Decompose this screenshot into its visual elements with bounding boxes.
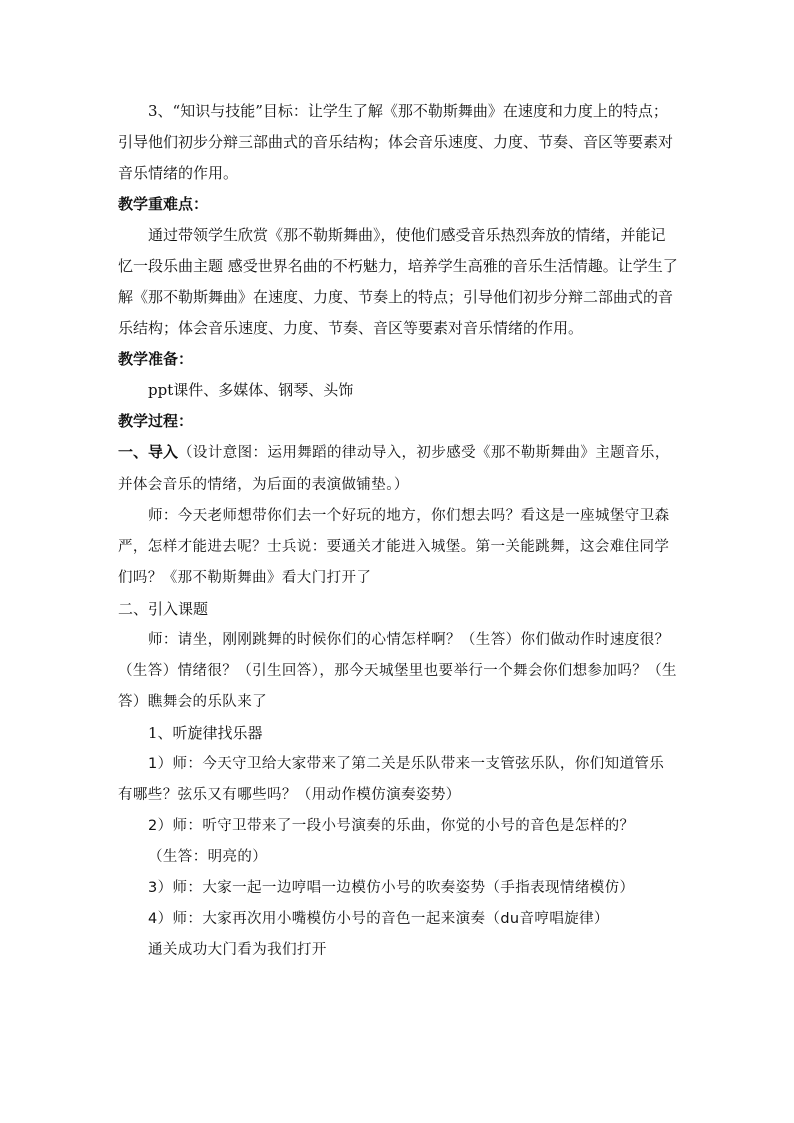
document-body — [118, 96, 678, 966]
goal-paragraph: 3、“知识与技能”目标：让学生了解《那不勒斯舞曲》在速度和力度上的特点；引导他们初步分辩三部曲式的音乐结构；体会音乐速度、力度、节奏、音区等要素对音乐情绪的作用。 — [118, 102, 674, 182]
section-heading-preparation: 教学准备： — [118, 350, 194, 368]
difficulties-paragraph: 通过带领学生欣赏《那不勒斯舞曲》，使他们感受音乐热烈奔放的情绪，并能记忆一段乐曲主题 感受世界名曲的不朽魅力，培养学生高雅的音乐生活情趣。让学生了解《那不勒斯舞曲》在速度、力度、节奏上的特点；引导他们初步分辩二部曲式的音乐结构；体会音乐速度、力度、节奏、音区等要素对音乐情绪的作用。 — [118, 226, 678, 337]
section-heading-difficulties: 教学重难点： — [118, 195, 209, 213]
intro-design-note: （设计意图：运用舞蹈的律动导入，初步感受《那不勒斯舞曲》主题音乐，并体会音乐的情绪，为后面的表演做铺垫。） — [118, 445, 670, 493]
step-1-paragraph: 1）师：今天守卫给大家带来了第二关是乐队带来一支管弦乐队，你们知道管乐有哪些？弦乐又有哪些吗？（用动作模仿演奏姿势） — [118, 756, 665, 803]
topic-paragraph: 师：请坐，刚刚跳舞的时候你们的心情怎样啊？（生答）你们做动作时速度很？（生答）情绪很？（引生回答），那今天城堡里也要举行一个舞会你们想参加吗？（生答）瞧舞会的乐队来了 — [118, 632, 677, 710]
teacher-intro-paragraph: 师：今天老师想带你们去一个好玩的地方，你们想去吗？看这是一座城堡守卫森严，怎样才能进去呢？士兵说：要通关才能进入城堡。第一关能跳舞，这会难住同学们吗？《那不勒斯舞曲》看大门打开了 — [118, 508, 670, 586]
student-answer: （生答：明亮的） — [148, 849, 268, 865]
intro-line — [118, 437, 678, 501]
preparation-paragraph: ppt课件、多媒体、钢琴、头饰 — [148, 381, 354, 399]
section-heading-process: 教学过程： — [118, 412, 194, 430]
intro-heading: 一、导入 — [118, 443, 179, 461]
step-2-paragraph: 2）师：听守卫带来了一段小号演奏的乐曲，你觉的小号的音色是怎样的？ — [148, 818, 635, 834]
subheading-listen: 1、听旋律找乐器 — [148, 724, 263, 742]
step-4-paragraph: 4）师：大家再次用小嘴模仿小号的音色一起来演奏（du音哼唱旋律） — [148, 911, 609, 927]
section-heading-topic: 二、引入课题 — [118, 600, 209, 618]
step-3-paragraph: 3）师：大家一起一边哼唱一边模仿小号的吹奏姿势（手指表现情绪模仿） — [148, 880, 635, 896]
closing-line: 通关成功大门看为我们打开 — [148, 942, 327, 958]
